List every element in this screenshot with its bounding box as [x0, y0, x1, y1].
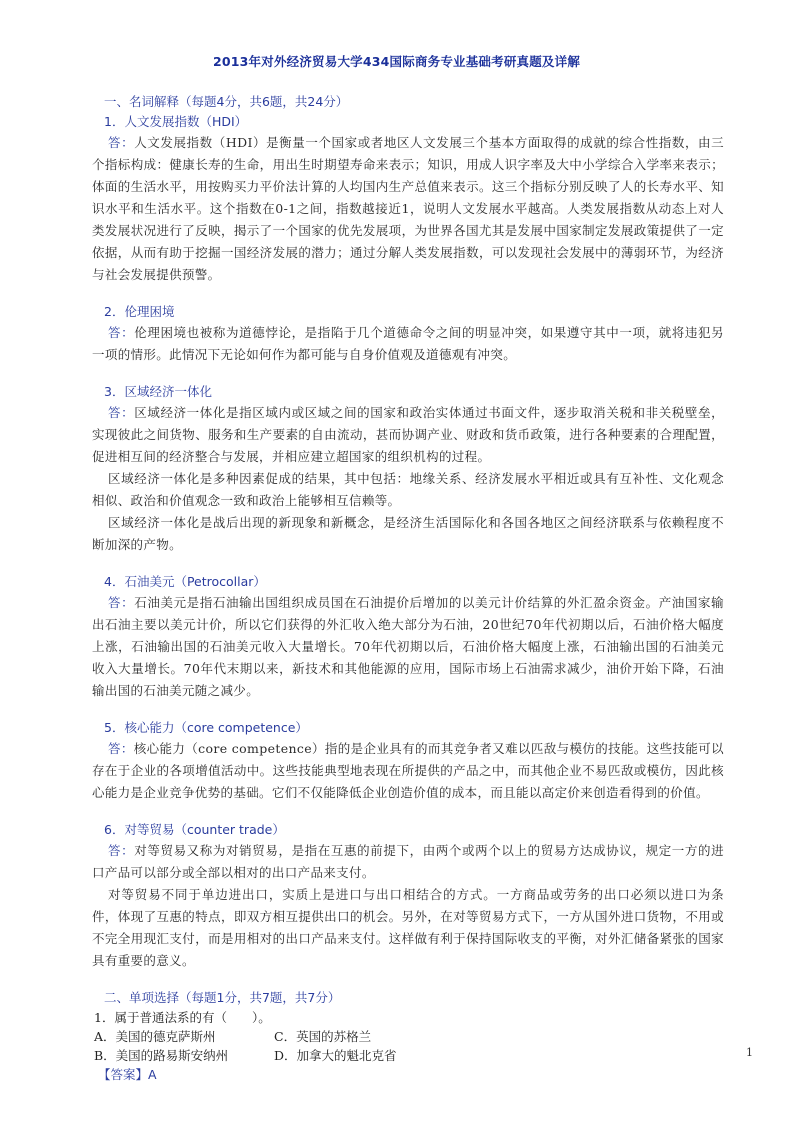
- answer-paragraph: [92, 468, 724, 512]
- answer-text: 区域经济一体化是多种因素促成的结果，其中包括：地缘关系、经济发展水平相近或具有互补性、文化观念相似、政治和价值观念一致和政治上能够相互信赖等。: [92, 471, 724, 508]
- answer-label: 答：: [108, 325, 135, 340]
- answer-label: 答：: [108, 405, 135, 420]
- answer-text: 石油美元是指石油输出国组织成员国在石油提价后增加的以美元计价结算的外汇盈余资金。产油国家输出石油主要以美元计价，所以它们获得的外汇收入绝大部分为石油，20世纪70年代初期以后，石油价格大幅度上涨，石油输出国的石油美元收入大量增长。70年代初期以后，石油价格大幅度上涨，石油输出国的石油美元收入大量增长。70年代末期以来，新技术和其他能源的应用，国际市场上石油需求减少，油价开始下降，石油输出国的石油美元随之减少。: [92, 595, 724, 698]
- term-title: 6．对等贸易（counter trade）: [104, 822, 285, 837]
- section-heading-single-choice: 二、单项选择（每题1分，共7题，共7分）: [104, 990, 341, 1005]
- term-title: 1．人文发展指数（HDI）: [104, 114, 248, 129]
- answer-text: 对等贸易又称为对销贸易，是指在互惠的前提下，由两个或两个以上的贸易方达成协议，规定一方的进口产品可以部分或全部以相对的出口产品来支付。: [92, 843, 724, 880]
- answer-paragraph: [92, 402, 724, 468]
- answer-text: 区域经济一体化是指区域内或区域之间的国家和政治实体通过书面文件，逐步取消关税和非关税壁垒，实现彼此之间货物、服务和生产要素的自由流动，甚而协调产业、财政和货币政策，进行各种要素的合理配置，促进相互间的经济整合与发展，并相应建立超国家的组织机构的过程。: [92, 405, 724, 464]
- term-title: 5．核心能力（core competence）: [104, 720, 308, 735]
- answer-key: 【答案】A: [98, 1067, 157, 1082]
- answer-label: 答：: [108, 741, 134, 756]
- option-c: C．英国的苏格兰: [274, 1029, 372, 1044]
- section-heading-definitions: 一、名词解释（每题4分，共6题，共24分）: [104, 94, 349, 109]
- answer-text: 人文发展指数（HDI）是衡量一个国家或者地区人文发展三个基本方面取得的成就的综合性指数，由三个指标构成：健康长寿的生命，用出生时期望寿命来表示；知识，用成人识字率及大中小学综合入学率来表示；体面的生活水平，用按购买力平价法计算的人均国内生产总值来表示。这三个指标分别反映了人的长寿水平、知识水平和生活水平。这个指数在0-1之间，指数越接近1，说明人文发展水平越高。人类发展指数从动态上对人类发展状况进行了反映，揭示了一个国家的优先发展项，为世界各国尤其是发展中国家制定发展政策提供了一定依据，从而有助于挖掘一国经济发展的潜力；通过分解人类发展指数，可以发现社会发展中的薄弱环节，为经济与社会发展提供预警。: [92, 135, 724, 282]
- document-body: [92, 92, 724, 1084]
- answer-label: 答：: [108, 843, 135, 858]
- option-d: D．加拿大的魁北克省: [274, 1048, 397, 1063]
- answer-text: 核心能力（core competence）指的是企业具有的而其竞争者又难以匹敌与模仿的技能。这些技能可以存在于企业的各项增值活动中。这些技能典型地表现在所提供的产品之中，而其他企业不易匹敌或模仿，因此核心能力是企业竞争优势的基础。它们不仅能降低企业创造价值的成本，而且能以高定价来创造看得到的价值。: [92, 741, 724, 800]
- answer-label: 答：: [108, 135, 135, 150]
- options-row: [92, 1027, 724, 1046]
- document-title: 2013年对外经济贸易大学434国际商务专业基础考研真题及详解: [212, 54, 581, 69]
- page-number: 1: [746, 1046, 753, 1059]
- answer-paragraph: [92, 322, 724, 366]
- question-text: 1．属于普通法系的有（ ）。: [94, 1010, 271, 1025]
- option-b: B．美国的路易斯安纳州: [94, 1048, 229, 1063]
- answer-paragraph: [92, 132, 724, 286]
- term-title: 3．区域经济一体化: [104, 384, 212, 399]
- answer-paragraph: [92, 840, 724, 884]
- answer-text: 伦理困境也被称为道德悖论，是指陷于几个道德命令之间的明显冲突，如果遵守其中一项，就将违犯另一项的情形。此情况下无论如何作为都可能与自身价值观及道德观有冲突。: [92, 325, 724, 362]
- term-title: 4．石油美元（Petrocollar）: [104, 574, 266, 589]
- options-row: [92, 1046, 724, 1065]
- term-title: 2．伦理困境: [104, 304, 175, 319]
- answer-paragraph: [92, 512, 724, 556]
- answer-paragraph: [92, 592, 724, 702]
- answer-label: 答：: [108, 595, 135, 610]
- answer-text: 对等贸易不同于单边进出口，实质上是进口与出口相结合的方式。一方商品或劳务的出口必须以进口为条件，体现了互惠的特点，即双方相互提供出口的机会。另外，在对等贸易方式下，一方从国外进口货物，不用或不完全用现汇支付，而是用相对的出口产品来支付。这样做有利于保持国际收支的平衡，对外汇储备紧张的国家具有重要的意义。: [92, 887, 724, 968]
- answer-paragraph: [92, 884, 724, 972]
- option-a: A．美国的德克萨斯州: [94, 1029, 216, 1044]
- answer-text: 区域经济一体化是战后出现的新现象和新概念，是经济生活国际化和各国各地区之间经济联系与依赖程度不断加深的产物。: [92, 515, 724, 552]
- answer-paragraph: [92, 738, 724, 804]
